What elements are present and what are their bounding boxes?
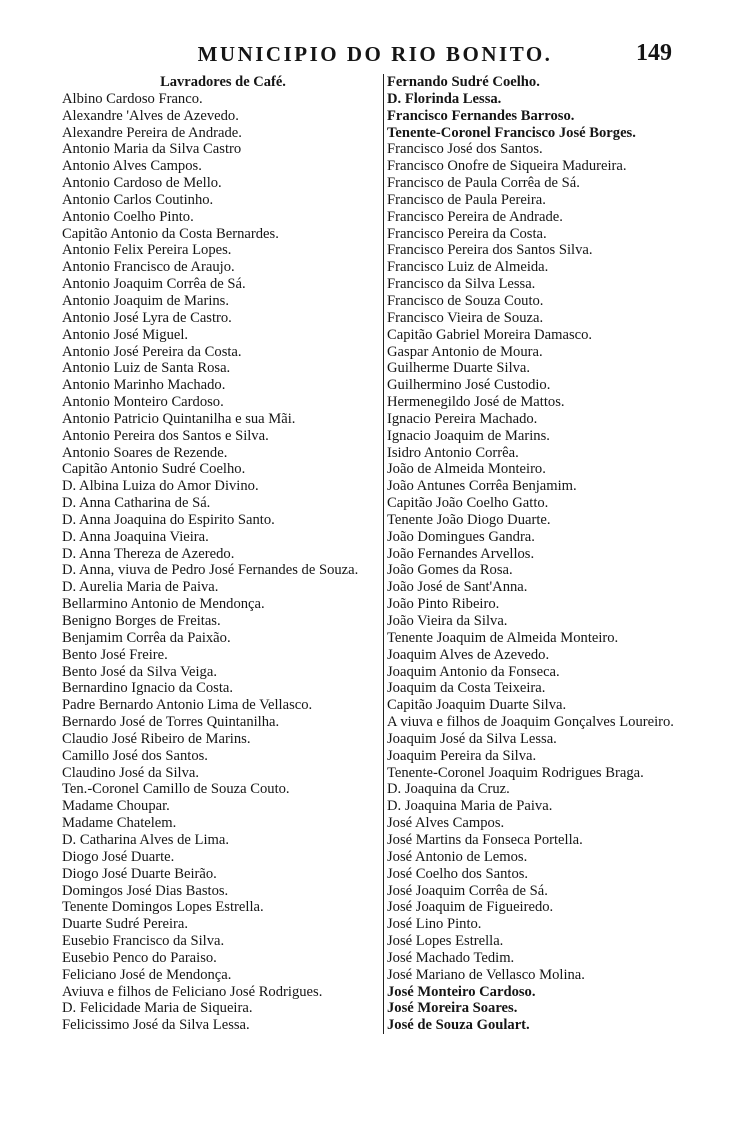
list-item: José Joaquim de Figueiredo. xyxy=(387,899,554,916)
list-item: Padre Bernardo Antonio Lima de Vellasco. xyxy=(62,697,313,714)
list-item: José Antonio de Lemos. xyxy=(387,848,528,865)
list-item: Antonio Cardoso de Mello. xyxy=(62,175,222,192)
list-item: Francisco Fernandes Barroso. xyxy=(387,107,575,124)
list-item: Camillo José dos Santos. xyxy=(62,747,208,764)
list-item: João Gomes da Rosa. xyxy=(387,562,513,579)
list-item: Antonio José Lyra de Castro. xyxy=(62,309,232,326)
list-item: João Pinto Ribeiro. xyxy=(387,596,500,613)
list-item: Francisco de Paula Corrêa de Sá. xyxy=(387,175,580,192)
list-item: Benigno Borges de Freitas. xyxy=(62,613,221,629)
list-item: Francisco Onofre de Siqueira Madureira. xyxy=(387,158,627,175)
list-item: Antonio Patricio Quintanilha e sua Mãi. xyxy=(62,410,296,427)
list-item: Antonio Monteiro Cardoso. xyxy=(62,394,224,411)
list-item: Madame Chatelem. xyxy=(62,815,177,832)
list-item: Alexandre 'Alves de Azevedo. xyxy=(62,107,239,124)
list-item: José Martins da Fonseca Portella. xyxy=(387,831,583,848)
list-item: Bernardino Ignacio da Costa. xyxy=(62,680,234,697)
list-item: D. Anna Catharina de Sá. xyxy=(62,495,211,512)
list-item: D. Anna Thereza de Azeredo. xyxy=(62,545,235,562)
list-item: João Fernandes Arvellos. xyxy=(387,545,535,562)
list-item: Francisco Luiz de Almeida. xyxy=(387,259,549,276)
list-item: Antonio Joaquim de Marins. xyxy=(62,292,230,309)
list-item: José Lopes Estrella. xyxy=(387,933,504,950)
list-item: Antonio Carlos Coutinho. xyxy=(62,191,214,208)
list-item: D. Joaquina Maria de Paiva. xyxy=(387,798,553,815)
list-item: Albino Cardoso Franco. xyxy=(62,90,203,107)
list-item: João de Almeida Monteiro. xyxy=(387,461,546,478)
list-item: Alexandre Pereira de Andrade. xyxy=(62,124,242,141)
list-item: José Mariano de Vellasco Molina. xyxy=(387,966,585,983)
list-item: Antonio Alves Campos. xyxy=(62,158,202,175)
list-item: Madame Choupar. xyxy=(62,798,170,815)
list-item: Felicissimo José da Silva Lessa. xyxy=(62,1017,250,1034)
list-item: Antonio Francisco de Araujo. xyxy=(62,259,235,276)
list-item: Bernardo José de Torres Quintanilha. xyxy=(62,714,280,731)
list-item: Antonio Coelho Pinto. xyxy=(62,208,194,225)
list-item: Hermenegildo José de Mattos. xyxy=(387,394,565,411)
section-heading: Lavradores de Café. xyxy=(160,74,286,90)
list-item: Tenente João Diogo Duarte. xyxy=(387,511,551,528)
list-item: Benjamim Corrêa da Paixão. xyxy=(62,629,231,646)
list-item: Antonio Marinho Machado. xyxy=(62,377,226,394)
list-item: João José de Sant'Anna. xyxy=(387,579,528,596)
list-item: Francisco José dos Santos. xyxy=(387,141,543,158)
list-item: Tenente-Coronel Francisco José Borges. xyxy=(387,124,636,141)
left-entry-list xyxy=(62,91,384,1034)
list-item: Isidro Antonio Corrêa. xyxy=(387,444,519,461)
list-item: Guilherme Duarte Silva. xyxy=(387,360,531,377)
list-item: Antonio Joaquim Corrêa de Sá. xyxy=(62,276,246,293)
list-item: Francisco Pereira de Andrade. xyxy=(387,208,563,225)
list-item: José Monteiro Cardoso. xyxy=(387,983,536,1000)
list-item: Bento José da Silva Veiga. xyxy=(62,663,217,680)
list-item: Francisco Pereira da Costa. xyxy=(387,225,547,242)
list-item: A viuva e filhos de Joaquim Gonçalves Loureiro. xyxy=(387,714,674,731)
list-item: Joaquim da Costa Teixeira. xyxy=(387,680,546,697)
list-item: Eusebio Penco do Paraiso. xyxy=(62,949,217,966)
list-item: D. Anna, viuva de Pedro José Fernandes de Souza. xyxy=(62,562,359,579)
list-item: Antonio José Pereira da Costa. xyxy=(62,343,242,360)
list-item: Tenente Domingos Lopes Estrella. xyxy=(62,899,264,916)
list-item: Antonio Felix Pereira Lopes. xyxy=(62,242,232,259)
list-item: Ignacio Joaquim de Marins. xyxy=(387,427,550,444)
right-column xyxy=(383,74,713,1034)
list-item: Aviuva e filhos de Feliciano José Rodrigues. xyxy=(62,983,323,1000)
list-item: Ten.-Coronel Camillo de Souza Couto. xyxy=(62,781,290,798)
list-item: Joaquim Pereira da Silva. xyxy=(387,747,537,764)
page-number: 149 xyxy=(636,40,672,66)
list-item: Antonio Soares de Rezende. xyxy=(62,444,228,461)
left-column xyxy=(62,74,384,1034)
list-item: Gaspar Antonio de Moura. xyxy=(387,343,543,360)
list-item: D. Anna Joaquina do Espirito Santo. xyxy=(62,511,275,528)
list-item: Francisco de Paula Pereira. xyxy=(387,191,546,208)
page-header xyxy=(0,40,746,70)
list-item: Diogo José Duarte Beirão. xyxy=(62,865,217,882)
list-item: Claudio José Ribeiro de Marins. xyxy=(62,730,251,747)
running-title: MUNICIPIO DO RIO BONITO. xyxy=(197,42,553,66)
list-item: Francisco Vieira de Souza. xyxy=(387,309,544,326)
list-item: Capitão Antonio da Costa Bernardes. xyxy=(62,225,279,242)
list-item: D. Florinda Lessa. xyxy=(387,90,502,107)
list-item: D. Albina Luiza do Amor Divino. xyxy=(62,478,259,495)
list-item: Feliciano José de Mendonça. xyxy=(62,966,232,983)
list-item: D. Felicidade Maria de Siqueira. xyxy=(62,1000,253,1017)
list-item: José Moreira Soares. xyxy=(387,1000,518,1017)
list-item: Joaquim Antonio da Fonseca. xyxy=(387,663,560,680)
list-item: José Machado Tedim. xyxy=(387,949,515,966)
list-item: Guilhermino José Custodio. xyxy=(387,377,551,394)
list-item: Antonio Pereira dos Santos e Silva. xyxy=(62,427,269,444)
list-item: Domingos José Dias Bastos. xyxy=(62,882,229,899)
list-item: Antonio Luiz de Santa Rosa. xyxy=(62,360,231,377)
list-item: José Joaquim Corrêa de Sá. xyxy=(387,882,548,899)
list-item: Antonio Maria da Silva Castro xyxy=(62,141,242,158)
list-item: Ignacio Pereira Machado. xyxy=(387,410,538,427)
list-item: Joaquim Alves de Azevedo. xyxy=(387,646,550,663)
list-item: D. Aurelia Maria de Paiva. xyxy=(62,579,219,596)
list-item: Claudino José da Silva. xyxy=(62,764,200,781)
list-item: Francisco Pereira dos Santos Silva. xyxy=(387,242,593,259)
list-item: Francisco de Souza Couto. xyxy=(387,292,544,309)
list-item: Joaquim José da Silva Lessa. xyxy=(387,730,557,747)
list-item: José Alves Campos. xyxy=(387,815,505,832)
list-item: José Lino Pinto. xyxy=(387,916,482,933)
list-item: Bento José Freire. xyxy=(62,646,168,663)
list-item: Capitão Joaquim Duarte Silva. xyxy=(387,697,567,714)
list-item: Tenente Joaquim de Almeida Monteiro. xyxy=(387,629,619,646)
list-item: D. Catharina Alves de Lima. xyxy=(62,831,229,848)
list-item: Capitão Gabriel Moreira Damasco. xyxy=(387,326,593,343)
list-item: Tenente-Coronel Joaquim Rodrigues Braga. xyxy=(387,764,644,781)
list-item: João Vieira da Silva. xyxy=(387,613,508,629)
list-item: José Coelho dos Santos. xyxy=(387,865,529,882)
right-entry-list xyxy=(387,74,713,1034)
list-item: Francisco da Silva Lessa. xyxy=(387,276,536,293)
list-item: Eusebio Francisco da Silva. xyxy=(62,933,225,950)
list-item: João Domingues Gandra. xyxy=(387,528,535,545)
list-item: Fernando Sudré Coelho. xyxy=(387,74,540,90)
list-item: João Antunes Corrêa Benjamim. xyxy=(387,478,577,495)
list-item: Capitão João Coelho Gatto. xyxy=(387,495,549,512)
list-item: D. Anna Joaquina Vieira. xyxy=(62,528,209,545)
list-item: Duarte Sudré Pereira. xyxy=(62,916,189,933)
list-item: José de Souza Goulart. xyxy=(387,1017,530,1034)
list-item: Antonio José Miguel. xyxy=(62,326,189,343)
list-item: Bellarmino Antonio de Mendonça. xyxy=(62,596,265,613)
list-item: D. Joaquina da Cruz. xyxy=(387,781,510,798)
list-item: Diogo José Duarte. xyxy=(62,848,175,865)
list-item: Capitão Antonio Sudré Coelho. xyxy=(62,461,246,478)
